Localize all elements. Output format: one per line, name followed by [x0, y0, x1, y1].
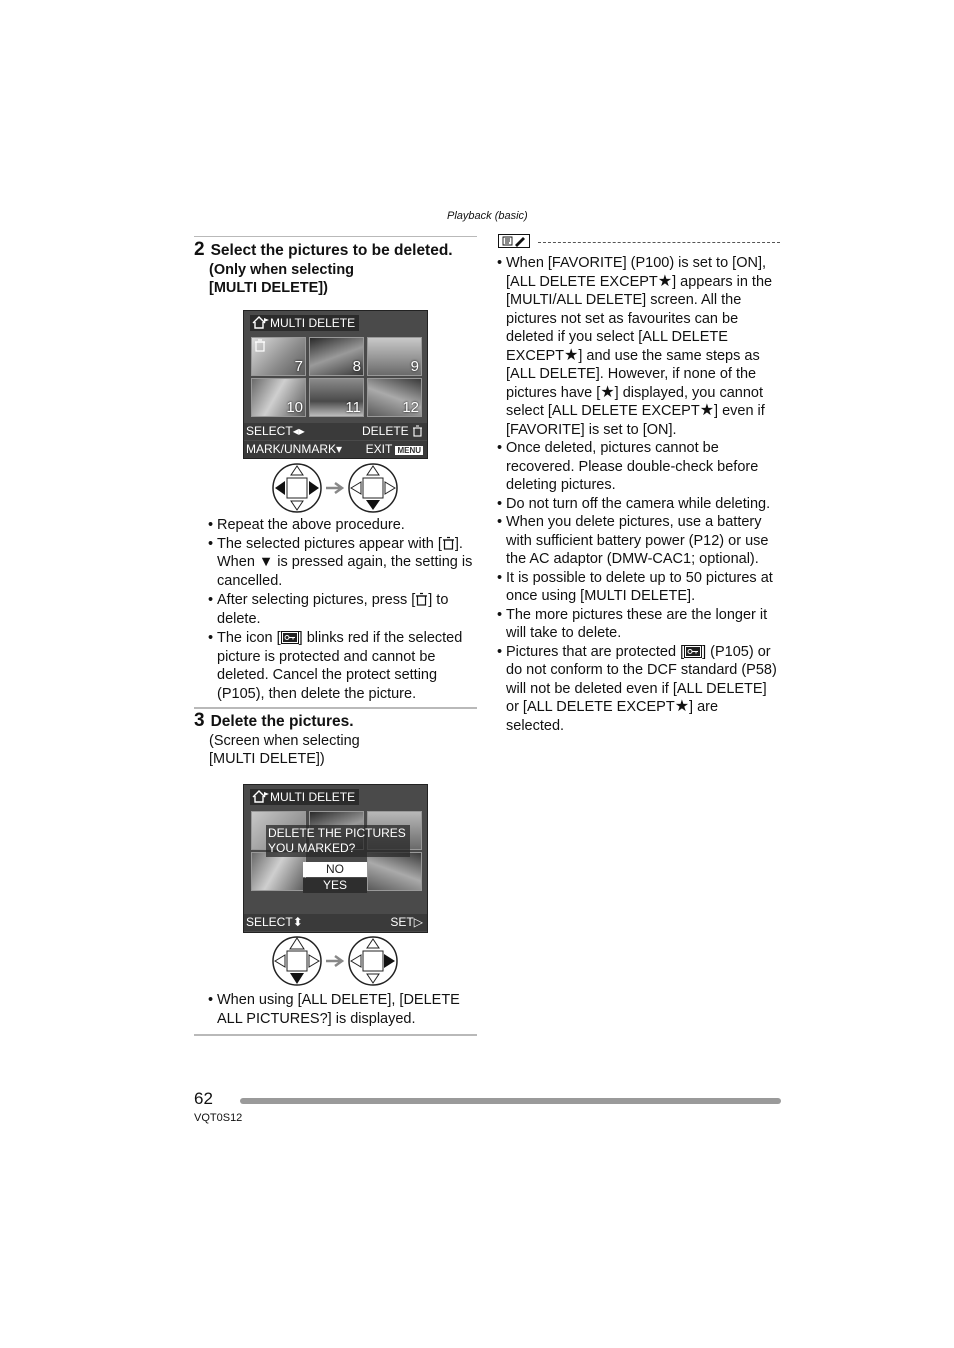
note-text: ] even if: [714, 403, 765, 419]
note-text: [MULTI/ALL DELETE] screen. All the: [506, 292, 742, 308]
trash-icon: [442, 536, 455, 550]
note-text: Do not turn off the camera while deleting.: [506, 495, 771, 512]
note-item: [497, 495, 787, 514]
note-text: pictures have [: [506, 384, 601, 401]
option-no[interactable]: NO: [303, 862, 367, 877]
bullet-text: (P105), then delete the picture.: [217, 685, 417, 702]
step3-heading: [194, 710, 354, 732]
thumbnail[interactable]: [309, 337, 364, 376]
thumb-number: 9: [410, 358, 419, 375]
subtitle-line: (Only when selecting: [209, 262, 355, 278]
note-text: It is possible to delete up to 50 pictures at: [506, 569, 773, 586]
star-icon: ★: [699, 402, 715, 419]
playback-mode-icon: [252, 316, 270, 329]
step2-bullets: [208, 516, 480, 703]
thumb-number: 12: [402, 399, 419, 416]
note-text: once using [MULTI DELETE].: [506, 588, 696, 604]
thumb-number: 11: [345, 399, 361, 416]
bullet-text: ALL PICTURES?] is displayed.: [217, 1010, 416, 1027]
bullet-item: [208, 516, 480, 535]
note-header: [498, 234, 780, 248]
divider-rule: [194, 707, 477, 709]
bullet-text: The icon [: [217, 630, 281, 646]
note-text: ] and use the same steps as: [578, 347, 760, 364]
note-text: ] are: [689, 699, 719, 715]
screen-bar-2: [244, 441, 427, 458]
subtitle-line: [MULTI DELETE]): [209, 280, 328, 296]
bullet-text: Repeat the above procedure.: [217, 517, 405, 533]
note-text: deleting pictures.: [506, 477, 616, 493]
screen-bar: [244, 914, 427, 931]
step3-subtitle: [209, 732, 360, 768]
thumbnail: [251, 852, 306, 891]
bullet-text: cancelled.: [217, 572, 283, 589]
note-item: [497, 254, 787, 439]
subtitle-line: (Screen when selecting: [209, 733, 360, 749]
note-text: will not be deleted even if [ALL DELETE]: [506, 680, 767, 697]
step-number: 3: [194, 710, 205, 731]
left-right-arrows-icon: ◂▸: [292, 424, 305, 438]
bullet-text: After selecting pictures, press [: [217, 592, 416, 608]
step-title: Delete the pictures.: [210, 713, 354, 730]
bullet-text: ] to: [428, 592, 449, 608]
note-text: EXCEPT: [506, 347, 565, 364]
star-icon: ★: [564, 346, 579, 364]
screen-title-text: MULTI DELETE: [270, 790, 356, 804]
bullet-item: [208, 591, 480, 628]
bar-mark: [246, 441, 342, 458]
trash-icon: [415, 592, 428, 606]
note-text: ] (P105) or: [702, 643, 771, 660]
bar-set: [390, 914, 423, 931]
thumb-number: 10: [286, 399, 303, 416]
menu-badge: MENU: [397, 446, 421, 455]
thumbnail[interactable]: [367, 337, 422, 376]
bullet-text: The selected pictures appear with [: [217, 535, 442, 552]
bar-label: DELETE: [361, 424, 409, 438]
note-text: [ALL DELETE EXCEPT: [506, 273, 658, 290]
note-text: or [ALL DELETE EXCEPT: [506, 699, 675, 715]
note-text: [ALL DELETE]. However, if none of the: [506, 366, 757, 382]
bar-label: EXIT: [365, 442, 393, 456]
note-text: When you delete pictures, use a battery: [506, 514, 762, 530]
footer-bar: [240, 1098, 781, 1104]
note-item: [497, 643, 787, 736]
thumbnail[interactable]: [367, 378, 422, 417]
bottom-rule-left: [194, 1034, 477, 1036]
screen-title: [250, 315, 359, 331]
step3-bullets: [208, 991, 480, 1028]
dialog-question: YOU MARKED?: [268, 841, 356, 855]
bar-label: MARK/UNMARK: [246, 442, 337, 456]
bar-delete: [362, 423, 423, 440]
bar-label: SELECT: [246, 424, 293, 438]
step-title: Select the pictures to be deleted.: [210, 242, 453, 259]
note-item: [497, 606, 787, 643]
bar-label: SELECT: [246, 915, 293, 929]
note-item: [497, 439, 787, 495]
step2-subtitle: [209, 261, 354, 297]
note-text: When [FAVORITE] (P100) is set to [ON],: [506, 255, 767, 271]
note-text: [FAVORITE] is set to [ON].: [506, 421, 677, 438]
note-text: do not conform to the DCF standard (P58): [506, 662, 777, 678]
star-icon: ★: [657, 272, 673, 290]
option-yes[interactable]: YES: [303, 878, 367, 893]
note-text: Once deleted, pictures cannot be: [506, 440, 719, 456]
thumbnail[interactable]: [251, 378, 306, 417]
screen-title-text: MULTI DELETE: [270, 316, 356, 330]
note-item: [497, 513, 787, 569]
up-down-arrows-icon: ⬍: [292, 915, 303, 929]
star-icon: ★: [600, 383, 615, 401]
bar-exit: [366, 441, 423, 459]
thumbnail[interactable]: [309, 378, 364, 417]
note-text: recovered. Please double-check before: [506, 458, 759, 475]
step-number: 2: [194, 239, 205, 260]
note-memo-icon: [498, 234, 530, 248]
note-text: selected.: [506, 717, 565, 734]
bullet-text: When ▼ is pressed again, the setting is: [217, 554, 473, 570]
bar-select: [246, 423, 305, 440]
protect-key-icon: [281, 631, 299, 644]
bullet-text: delete.: [217, 610, 261, 627]
right-arrow-icon: ▷: [413, 915, 423, 929]
bullet-text: When using [ALL DELETE], [DELETE: [217, 992, 460, 1008]
screen-title: [250, 789, 359, 805]
note-item: [497, 569, 787, 606]
star-icon: ★: [674, 698, 690, 715]
note-text: The more pictures these are the longer it: [506, 606, 768, 623]
note-text: pictures not set as favourites can be: [506, 310, 739, 327]
dialog-question: DELETE THE PICTURES: [268, 826, 406, 840]
note-text: ] displayed, you cannot: [614, 384, 763, 401]
bullet-item: [208, 535, 480, 591]
notes-list: [497, 254, 787, 735]
bullet-text: picture is protected and cannot be: [217, 648, 436, 665]
thumbnail[interactable]: [251, 337, 306, 376]
top-rule-left: [194, 236, 477, 237]
note-text: with sufficient battery power (P12) or use: [506, 532, 769, 549]
playback-mode-icon: [252, 790, 270, 803]
page-number: 62: [194, 1089, 213, 1108]
subtitle-line: [MULTI DELETE]): [209, 751, 325, 767]
bullet-item: [208, 629, 480, 703]
camera-screen-multi-delete: [243, 310, 428, 459]
trash-mark-icon: [254, 339, 266, 352]
down-arrow-icon: ▾: [336, 442, 343, 456]
thumb-number: 8: [352, 358, 361, 375]
thumbnail: [367, 852, 422, 891]
dpad-diagram-2: [272, 935, 400, 987]
note-text: Pictures that are protected [: [506, 643, 685, 660]
bar-select: [246, 914, 303, 931]
bullet-text: deleted. Cancel the protect setting: [217, 667, 438, 683]
step2-heading: [194, 239, 484, 261]
document-code: VQT0S12: [194, 1112, 243, 1124]
section-header: Playback (basic): [447, 210, 528, 222]
note-text: deleted if you select [ALL DELETE: [506, 329, 728, 345]
confirm-dialog: [266, 825, 410, 857]
bullet-item: [208, 991, 480, 1028]
note-text: the AC adaptor (DMW-CAC1; optional).: [506, 551, 759, 567]
bullet-text: ].: [454, 535, 463, 552]
dpad-diagram-1: [272, 462, 400, 514]
trash-icon: [412, 425, 423, 437]
bar-label: SET: [390, 915, 414, 929]
note-text: ] appears in the: [672, 273, 773, 290]
note-dashed-line: [538, 242, 780, 243]
screen-bar-1: [244, 423, 427, 440]
camera-screen-confirm: [243, 784, 428, 933]
thumb-number: 7: [294, 358, 303, 375]
note-text: will take to delete.: [506, 625, 622, 641]
protect-key-icon: [684, 645, 702, 658]
bullet-text: ] blinks red if the selected: [298, 630, 463, 646]
note-text: select [ALL DELETE EXCEPT: [506, 403, 700, 419]
